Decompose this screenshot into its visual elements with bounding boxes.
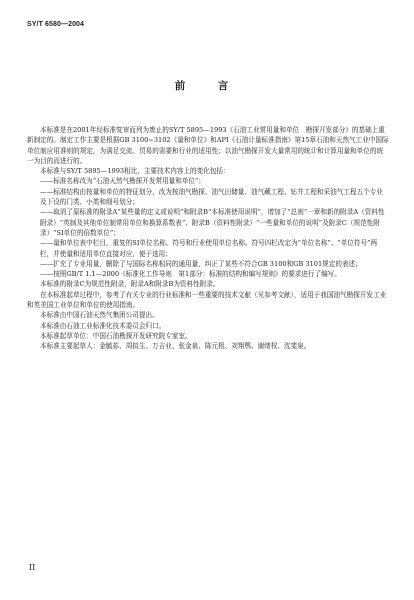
page-number: II: [29, 563, 36, 572]
document-body: [27, 125, 389, 352]
change-item-4: ——量和单位表中栏目，重复的SI单位名称、符号和行业使用单位名称、符号四栏改定为“单位名称”、“单位符号”两栏，并使量和适用单位直接对应，便于选用；: [40, 239, 378, 258]
paragraph-references: 在本标准起草过程中，参考了有关专业的行业标准和一些重要的技术文献（见参考文献），适用于我国油气勘探开发工业和英美国工业单位和单位的使用指南。: [27, 290, 387, 310]
page-title: 前 言: [174, 80, 240, 92]
change-item-6: ——按照GB/T 1.1—2000《标准化工作导则 第1部分：标准的结构和编写规则》的要求进行了编写。: [40, 270, 341, 279]
paragraph-appendix: 本标准的附录C为规范性附录，附录A和附录B为资料性附录。: [40, 280, 220, 289]
paragraph-drafters: 本标准主要起草人：金毓荪、周拟生、万吉业、张金泉、陈元根、刘翔鹗、谢绪权、沈斐泉。: [40, 342, 311, 351]
paragraph-proposer: 本标准由中国石油天然气集团公司提出。: [40, 311, 159, 320]
paragraph-intro: 本标准是在2001年经标准复审而列为废止的SY/T 5895—1993《石油工业常用量和单位 勘探开发部分》的基础上重新制定的。制定工作主要是根据GB 3100~3102《量和单位》和API《石油计量标准指南》第15章石油和天然气工业中国际单位制应用准则的规定，为满足交流、贸易的需要和行业的适用性；以油气勘探开发大量常用的统计和计算用量和单位的统一为目的而进行的。: [27, 126, 389, 165]
change-item-1: ——标准名称改为“石油天然气勘探开发常用量和单位”；: [40, 177, 205, 186]
change-item-5: ——扩充了专业用量，删除了与国际名称相同的通用量，纠正了某些不符合GB 3100和GB 3101规定的表述；: [40, 259, 362, 268]
paragraph-changes-lead: 本标准与SY/T 5895—1993相比，主要技术内容上的变化包括：: [40, 167, 230, 176]
standard-code-header: SY/T 6580—2004: [27, 21, 85, 28]
paragraph-drafting-unit: 本标准起草单位：中国石油勘探开发研究院专家室。: [40, 331, 192, 340]
change-item-3: ——取消了原标准的附录A“某些量的定义或说明”和附录B“本标准使用说明”，增加了“总则”一章和新的附录A（资料性附录）“英制及其他单位制常用单位和换算系数表”、附录B（资料性附录）“一些量和单位的说明”及附录C（规范性附录）“SI单位的倍数单位”；: [40, 208, 385, 237]
change-item-2: ——标准结构由按量和单位的特征划分，改为按油气勘探、油气田储量、油气藏工程、钻井工程和采油气工程五个专业及下设的门类、小类和细号划分；: [40, 187, 383, 207]
paragraph-committee: 本标准由石油工业标准化技术委员会归口。: [40, 321, 166, 330]
